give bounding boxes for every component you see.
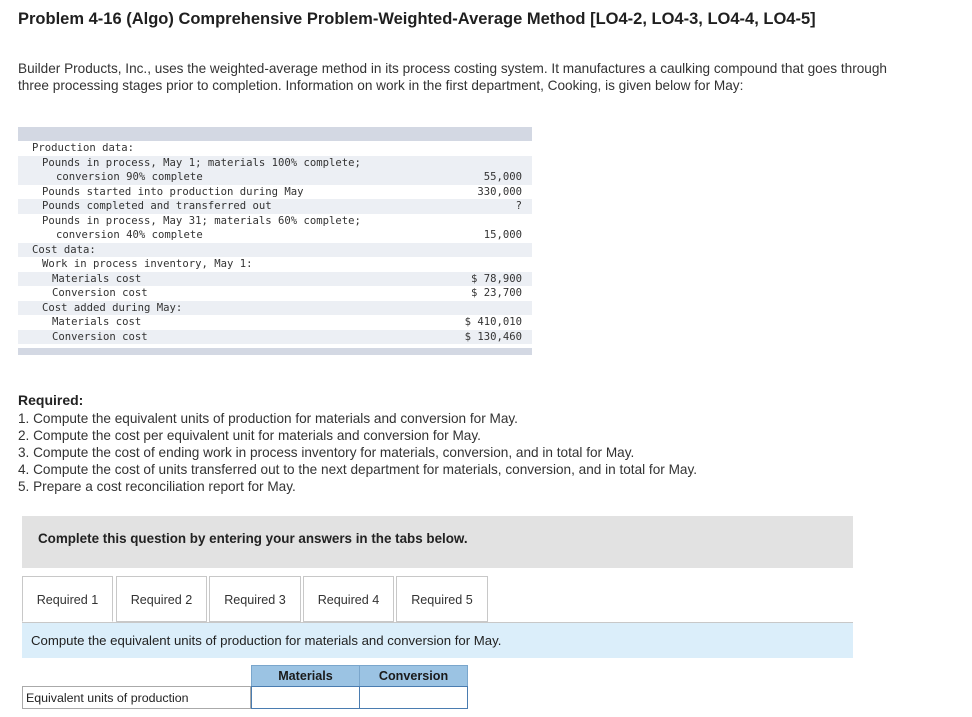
row-value: 330,000	[477, 185, 522, 198]
table-row	[18, 185, 532, 200]
row-value: 15,000	[483, 229, 522, 241]
row-label: conversion 90% complete	[56, 171, 203, 183]
row-label: Conversion cost	[52, 330, 148, 343]
table-row	[18, 170, 532, 185]
prompt-text: Compute the equivalent units of production for materials and conversion for May.	[31, 633, 502, 648]
row-label: Conversion cost	[52, 287, 148, 299]
row-label: Materials cost	[52, 272, 142, 285]
row-value: $ 78,900	[470, 272, 522, 285]
table-row	[18, 257, 532, 272]
table-row	[18, 228, 532, 243]
row-label: Pounds started into production during May	[42, 185, 304, 198]
table-row	[18, 141, 532, 156]
row-label: Production data:	[32, 142, 135, 154]
row-label: Pounds in process, May 31; materials 60% complete;	[42, 214, 361, 227]
tab-required-5[interactable]: Required 5	[396, 576, 488, 622]
required-item: 1. Compute the equivalent units of production for materials and conversion for May.	[18, 411, 518, 426]
row-label: Pounds in process, May 1; materials 100% complete;	[42, 156, 361, 169]
table-row	[18, 156, 532, 171]
row-value: ?	[515, 200, 522, 212]
required-list	[18, 410, 697, 495]
required-item: 3. Compute the cost of ending work in process inventory for materials, conversion, and in total for May.	[18, 445, 635, 460]
production-cost-data-table	[18, 127, 532, 356]
required-item: 4. Compute the cost of units transferred out to the next department for materials, conversion, and in total for May.	[18, 462, 698, 477]
intro-paragraph: Builder Products, Inc., uses the weighted-average method in its process costing system. It manufactures a caulking compound that goes through three processing stages prior to completion. Information on work in the first department, Cooking, is given below for May:	[18, 61, 887, 93]
conversion-equivalent-units-input[interactable]	[359, 686, 468, 709]
row-label: Cost data:	[32, 243, 96, 256]
row-label: Materials cost	[52, 316, 142, 328]
required-item: 2. Compute the cost per equivalent unit for materials and conversion for May.	[18, 428, 481, 443]
table-row	[18, 199, 532, 214]
table-row	[18, 214, 532, 229]
page-title: Problem 4-16 (Algo) Comprehensive Problem-Weighted-Average Method [LO4-2, LO4-3, LO4-4, LO4-5]	[18, 10, 816, 28]
table-row	[18, 330, 532, 345]
table-row	[18, 315, 532, 330]
row-label: Cost added during May:	[42, 301, 183, 314]
row-value: $ 23,700	[470, 287, 522, 299]
row-value: $ 130,460	[464, 330, 522, 343]
row-value: 55,000	[483, 171, 522, 183]
question-prompt	[22, 623, 853, 658]
table-row	[18, 272, 532, 287]
row-label: conversion 40% complete	[56, 229, 203, 241]
table-bottom-band	[18, 348, 532, 355]
table-top-band	[18, 127, 532, 141]
tab-required-2[interactable]: Required 2	[116, 576, 207, 622]
equivalent-units-label: Equivalent units of production	[22, 686, 251, 709]
required-item: 5. Prepare a cost reconciliation report for May.	[18, 479, 296, 494]
instructions-text: Complete this question by entering your answers in the tabs below.	[38, 531, 468, 546]
table-row	[18, 243, 532, 258]
row-label: Work in process inventory, May 1:	[42, 258, 253, 270]
row-label: Pounds completed and transferred out	[42, 200, 272, 212]
instructions-box	[22, 516, 853, 568]
materials-equivalent-units-input[interactable]	[251, 686, 360, 709]
materials-header: Materials	[251, 665, 360, 687]
row-value: $ 410,010	[464, 316, 522, 328]
tab-required-1[interactable]: Required 1	[22, 576, 113, 622]
table-row	[18, 301, 532, 316]
tab-required-3[interactable]: Required 3	[209, 576, 301, 622]
table-row	[18, 286, 532, 301]
required-heading: Required:	[18, 392, 84, 408]
conversion-header: Conversion	[359, 665, 468, 687]
tab-required-4[interactable]: Required 4	[303, 576, 394, 622]
